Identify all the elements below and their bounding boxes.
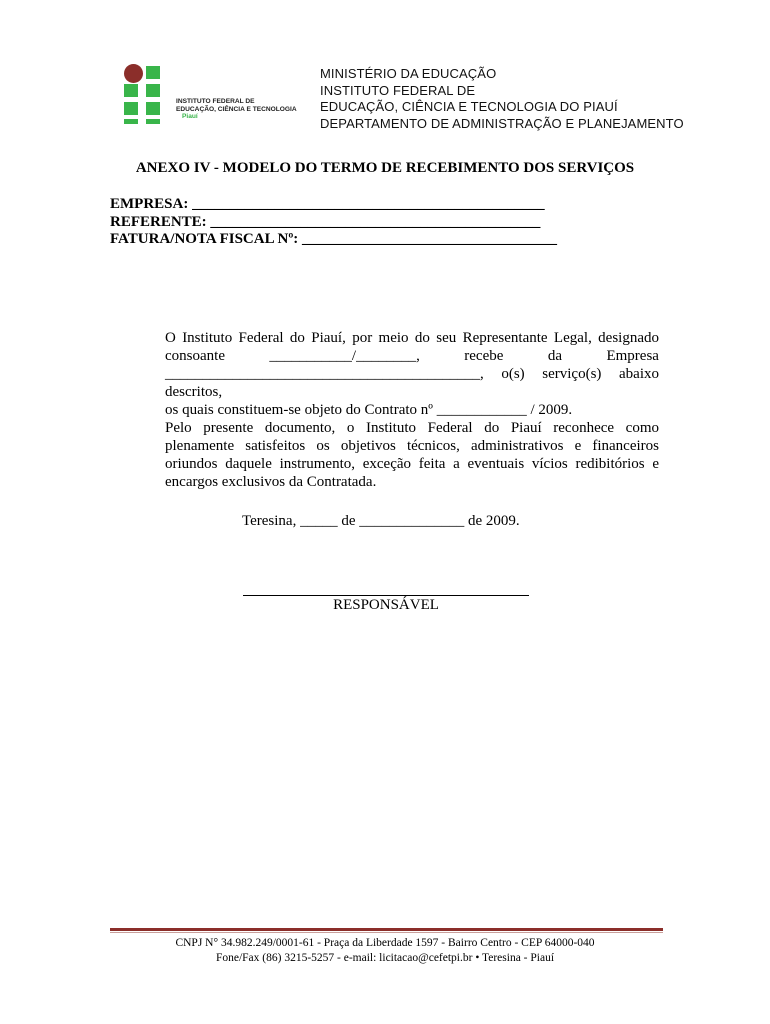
body-word: recebe [464,348,504,364]
fatura-field: FATURA/NOTA FISCAL Nº: __________________________________ [110,231,558,247]
logo-square [124,102,138,115]
logo-square [146,119,160,124]
logo-square [146,84,160,97]
document-title: ANEXO IV - MODELO DO TERMO DE RECEBIMENTO DOS SERVIÇOS [135,160,635,176]
empresa-field: EMPRESA: _______________________________________________ [110,196,545,212]
logo-text-line: INSTITUTO FEDERAL DE [176,98,255,105]
ministry-line: DEPARTAMENTO DE ADMINISTRAÇÃO E PLANEJAMENTO [320,115,684,131]
signature-label: RESPONSÁVEL [333,597,439,613]
body-line [165,347,659,365]
body-word: Empresa [606,348,659,364]
logo-text [176,98,297,121]
logo-square [146,66,160,79]
body-word: consoante [165,348,225,364]
footer-line: CNPJ N° 34.982.249/0001-61 - Praça da Liberdade 1597 - Bairro Centro - CEP 64000-040 [175,937,595,949]
footer-line: Fone/Fax (86) 3215-5257 - e-mail: licitacao@cefetpi.br • Teresina - Piauí [215,952,555,964]
logo-red-circle [124,64,143,83]
logo-square [124,119,138,124]
body-paragraph: Pelo presente documento, o Instituto Federal do Piauí reconhece como plenamente satisfeitos os objetivos técnicos, administrativos e financeiros oriundos daquele instrumento, exceção feita a eventuais vícios redibitórios e encargos exclusivos da Contratada. [165,420,659,490]
body-word: ___________/________, [269,348,420,364]
ministry-line: EDUCAÇÃO, CIÊNCIA E TECNOLOGIA DO PIAUÍ [320,99,618,114]
form-fields [110,196,557,249]
ministry-line: MINISTÉRIO DA EDUCAÇÃO [320,66,497,81]
footer-rule [110,928,663,931]
signature-line [243,595,529,596]
body-line: __________________________________________, o(s) serviço(s) abaixo descritos, [165,366,659,400]
referente-field: REFERENTE: ____________________________________________ [110,213,541,230]
footer-rule-thin [110,932,663,933]
ministry-line: INSTITUTO FEDERAL DE [320,82,476,98]
body-line: os quais constituem-se objeto do Contrato nº ____________ / 2009. [165,402,573,418]
footer [0,936,770,966]
date-line: Teresina, _____ de ______________ de 2009. [242,513,520,529]
body-text [165,329,659,491]
body-line: O Instituto Federal do Piauí, por meio do seu Representante Legal, designado [165,330,659,346]
logo-square [146,102,160,115]
logo-text-line: EDUCAÇÃO, CIÊNCIA E TECNOLOGIA [176,105,297,113]
ministry-header [320,66,684,132]
body-word: da [547,348,563,364]
logo-text-line: Piauí [182,113,198,121]
institute-logo [124,62,299,124]
logo-square [124,84,138,97]
